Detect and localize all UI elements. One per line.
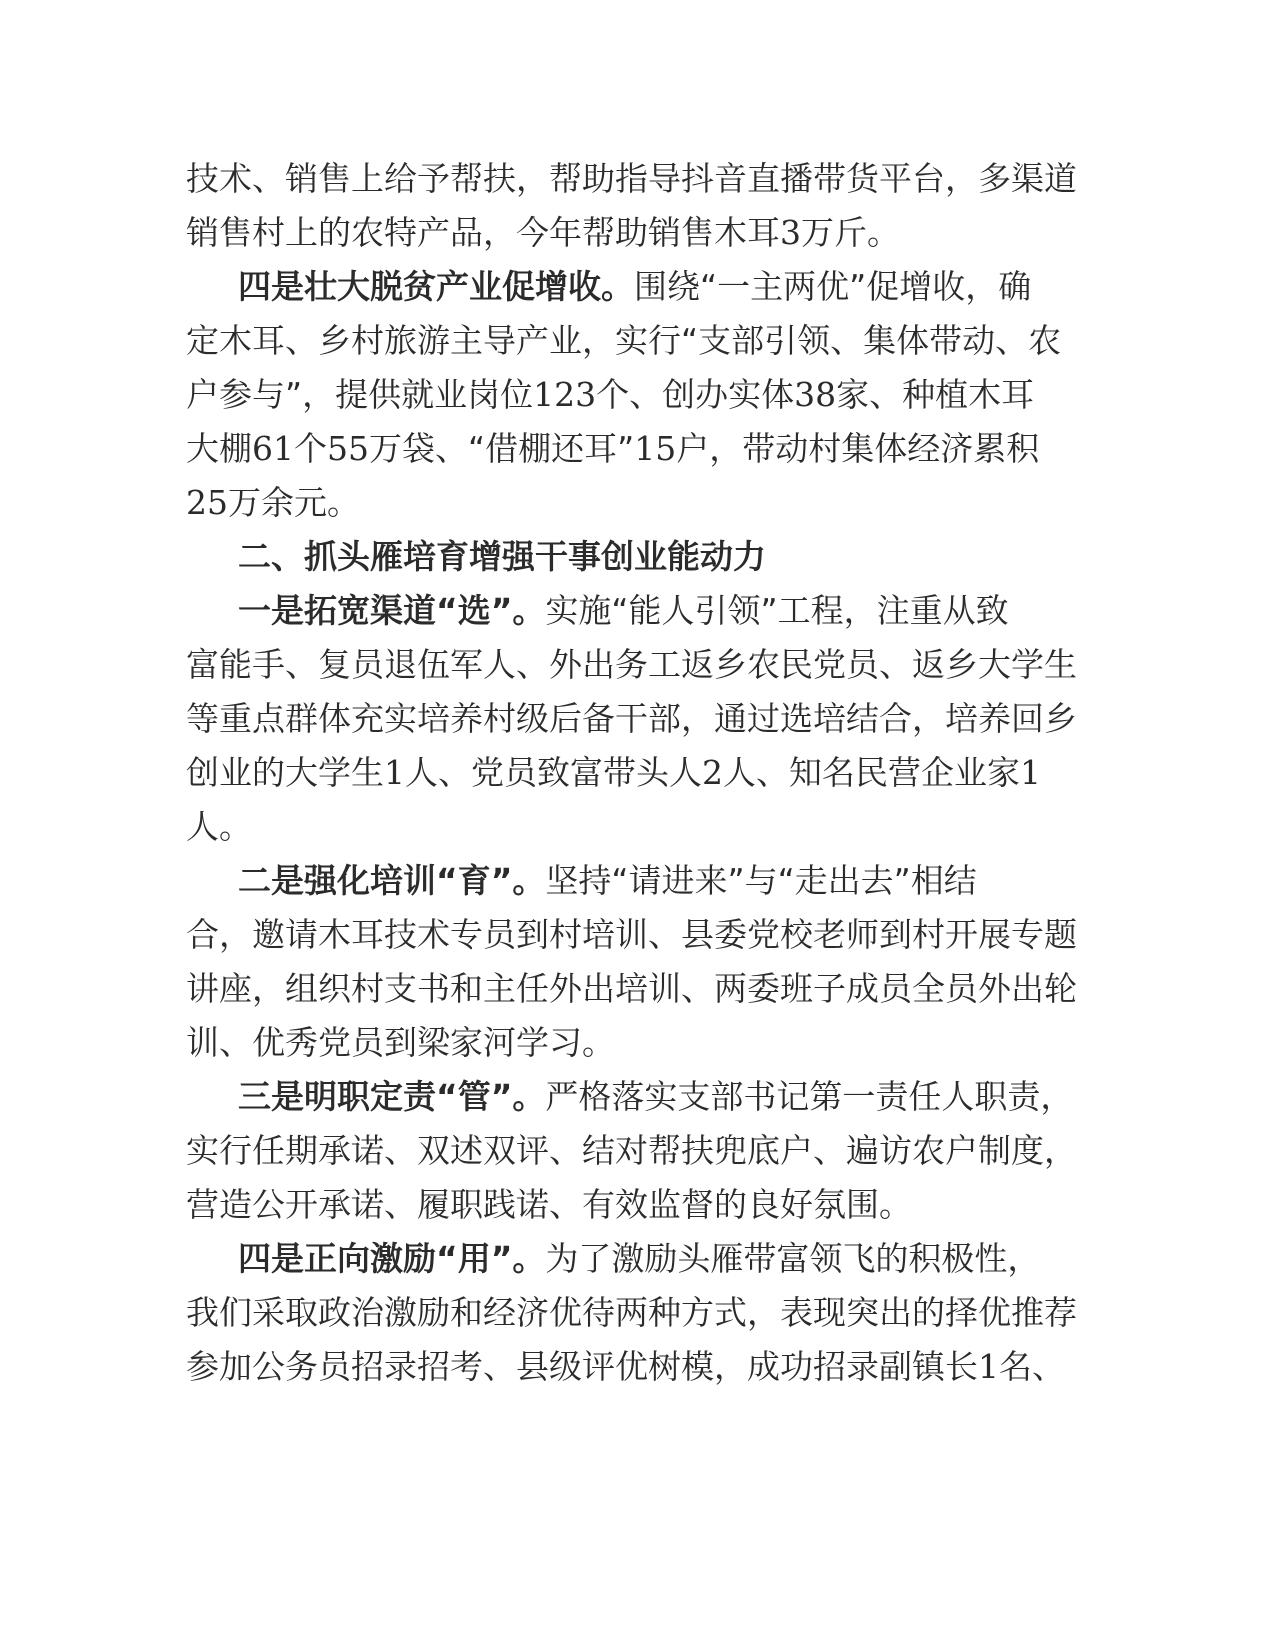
paragraph-line: [186, 1178, 1098, 1232]
body-text: 讲座，组织村支书和主任外出培训、两委班子成员全员外出轮: [186, 969, 1077, 1008]
body-text: 坚持“请进来”与“走出去”相结: [545, 861, 977, 900]
body-text: 大棚: [186, 429, 252, 468]
body-text: 定木耳、乡村旅游主导产业，实行“支部引领、集体带动、农: [186, 321, 1062, 360]
bold-heading-text: 四是壮大脱贫产业促增收。: [238, 267, 634, 306]
paragraph-line: [186, 638, 1098, 692]
paragraph-line: [186, 962, 1098, 1016]
paragraph-line: [186, 746, 1098, 800]
body-text: 技术、销售上给予帮扶，帮助指导抖音直播带货平台，多渠道: [186, 159, 1077, 198]
body-text: 家、种植木耳: [836, 375, 1035, 414]
body-text: 营造公开承诺、履职践诺、有效监督的良好氛围。: [186, 1185, 912, 1224]
number-text: 25: [186, 483, 228, 522]
paragraph-line: [186, 908, 1098, 962]
body-text: 个: [294, 429, 327, 468]
paragraph-line: [186, 1340, 1098, 1394]
body-text: 名、: [999, 1347, 1065, 1386]
body-text: 训、优秀党员到梁家河学习。: [186, 1023, 615, 1062]
body-text: 万余元。: [228, 483, 360, 522]
bold-heading-text: 二、抓头雁培育增强干事创业能动力: [238, 537, 766, 576]
number-text: 15: [634, 429, 677, 468]
body-text: 合，邀请木耳技术专员到村培训、县委党校老师到村开展专题: [186, 915, 1077, 954]
body-text: 人、知名民营企业家: [723, 753, 1020, 792]
number-text: 123: [533, 375, 597, 414]
paragraph-line: [186, 692, 1098, 746]
paragraph-first-line: [186, 854, 1098, 908]
body-text: 我们采取政治激励和经济优待两种方式，表现突出的择优推荐: [186, 1293, 1077, 1332]
paragraph-line: [186, 1124, 1098, 1178]
body-text: 富能手、复员退伍军人、外出务工返乡农民党员、返乡大学生: [186, 645, 1077, 684]
body-text: 围绕“一主两优”促增收，确: [634, 267, 1032, 306]
body-text: 严格落实支部书记第一责任人职责，: [545, 1077, 1074, 1116]
body-text: 人。: [186, 807, 252, 846]
number-text: 3: [780, 213, 801, 252]
paragraph-line: [186, 422, 1098, 476]
body-text: 创业的大学生: [186, 753, 384, 792]
paragraph-line: [186, 314, 1098, 368]
paragraph-line: [186, 800, 1098, 854]
paragraph-first-line: [186, 1232, 1098, 1286]
number-text: 61: [252, 429, 294, 468]
paragraph-line: [186, 1286, 1098, 1340]
body-text: 参加公务员招录招考、县级评优树模，成功招录副镇长: [186, 1347, 978, 1386]
number-text: 38: [794, 375, 837, 414]
paragraph-first-line: [186, 530, 1098, 584]
bold-heading-text: 二是强化培训“育”。: [238, 861, 546, 900]
number-text: 1: [384, 753, 405, 792]
body-text: 实行任期承诺、双述双评、结对帮扶兜底户、遍访农户制度，: [186, 1131, 1077, 1170]
body-text: 万袋、“借棚还耳”: [369, 429, 635, 468]
paragraph-first-line: [186, 1070, 1098, 1124]
body-text: 个、创办实体: [596, 375, 795, 414]
paragraph-line: [186, 368, 1098, 422]
paragraph-first-line: [186, 260, 1098, 314]
body-text: 户，带动村集体经济累积: [676, 429, 1040, 468]
body-text: 人、党员致富带头人: [405, 753, 702, 792]
paragraph-line: [186, 152, 1098, 206]
document-body: [186, 152, 1098, 1394]
paragraph-line: [186, 206, 1098, 260]
bold-heading-text: 四是正向激励“用”。: [238, 1239, 546, 1278]
number-text: 55: [327, 429, 369, 468]
number-text: 1: [1020, 753, 1041, 792]
paragraph-line: [186, 1016, 1098, 1070]
body-text: 销售村上的农特产品，今年帮助销售木耳: [186, 213, 780, 252]
bold-heading-text: 三是明职定责“管”。: [238, 1077, 546, 1116]
body-text: 户参与”，提供就业岗位: [186, 375, 534, 414]
paragraph-first-line: [186, 584, 1098, 638]
paragraph-line: [186, 476, 1098, 530]
body-text: 万斤。: [801, 213, 900, 252]
number-text: 2: [702, 753, 723, 792]
bold-heading-text: 一是拓宽渠道“选”。: [238, 591, 546, 630]
body-text: 为了激励头雁带富领飞的积极性，: [545, 1239, 1041, 1278]
body-text: 实施“能人引领”工程，注重从致: [545, 591, 1009, 630]
number-text: 1: [978, 1347, 999, 1386]
body-text: 等重点群体充实培养村级后备干部，通过选培结合，培养回乡: [186, 699, 1077, 738]
